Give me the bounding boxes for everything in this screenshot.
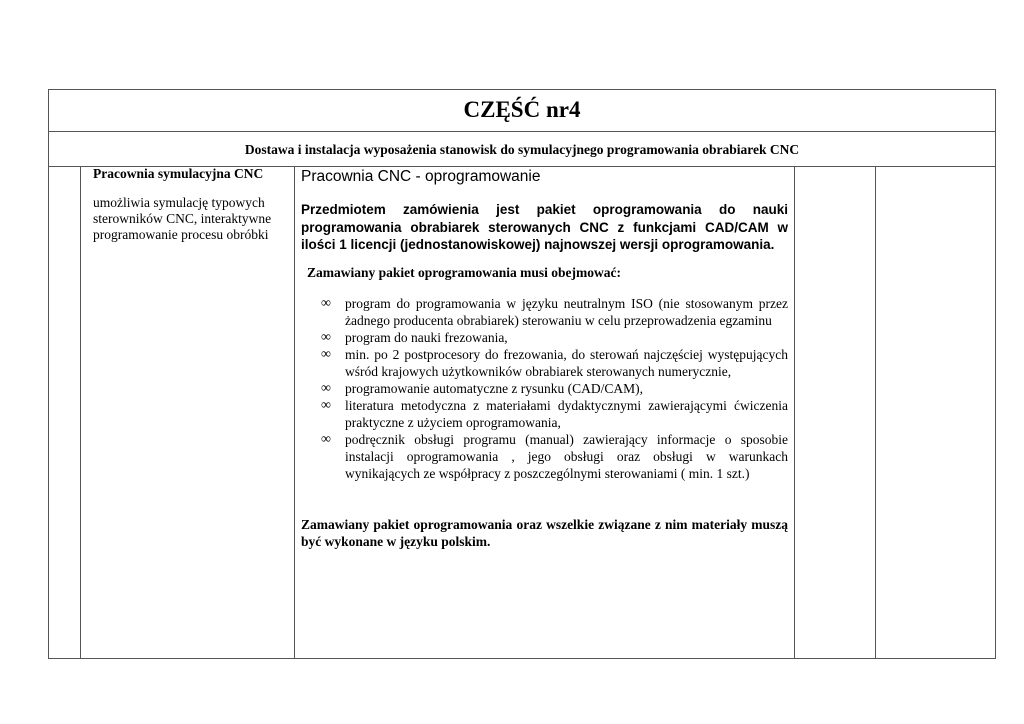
table-divider-header xyxy=(48,131,996,132)
column-divider-3 xyxy=(794,166,795,659)
section-title: Pracownia CNC - oprogramowanie xyxy=(301,168,541,185)
infinity-bullet-icon: ∞ xyxy=(321,397,331,413)
requirements-list xyxy=(301,295,788,482)
column-divider-2 xyxy=(294,166,295,659)
list-item: ∞ program do nauki frezowania, xyxy=(321,329,508,345)
list-item: ∞ program do programowania w języku neutralnym ISO (nie stosowanym przez żadnego producenta obrabiarek) sterowaniu w celu przeprowadzenia egzaminu xyxy=(321,295,788,328)
infinity-bullet-icon: ∞ xyxy=(321,329,331,345)
infinity-bullet-icon: ∞ xyxy=(321,295,331,311)
specification-cell xyxy=(301,167,788,550)
list-item: ∞ programowanie automatyczne z rysunku (CAD/CAM), xyxy=(321,380,644,396)
column-divider-4 xyxy=(875,166,876,659)
language-requirement: Zamawiany pakiet oprogramowania oraz wszelkie związane z nim materiały muszą być wykonane w języku polskim. xyxy=(301,516,788,549)
lab-name: Pracownia symulacyjna CNC xyxy=(93,166,264,181)
lab-cell xyxy=(93,166,291,243)
lab-description: umożliwia symulację typowych sterowników CNC, interaktywne programowanie procesu obróbki xyxy=(93,195,272,242)
infinity-bullet-icon: ∞ xyxy=(321,346,331,362)
list-item: ∞ podręcznik obsługi programu (manual) zawierający informacje o sposobie instalacji oprogramowania , jego obsługi oraz obsługi w warunkach wynikających ze współpracy z poszczególnymi sterowaniami ( min. 1 szt.) xyxy=(321,431,788,481)
column-divider-1 xyxy=(80,166,81,659)
order-intro: Przedmiotem zamówienia jest pakiet oprogramowania do nauki programowania obrabiarek sterowanych CNC z funkcjami CAD/CAM w ilości 1 licencji (jednostanowiskowej) najnowszej wersji oprogramowania. xyxy=(301,202,788,252)
list-item: ∞ min. po 2 postprocesory do frezowania, do sterowań najczęściej występujących wśród krajowych użytkowników obrabiarek sterowanych numerycznie, xyxy=(321,346,788,379)
part-title: CZĘŚĆ nr4 xyxy=(463,97,581,122)
list-item: ∞ literatura metodyczna z materiałami dydaktycznymi zawierającymi ćwiczenia praktyczne z użyciem oprogramowania, xyxy=(321,397,788,430)
infinity-bullet-icon: ∞ xyxy=(321,431,331,447)
part-subtitle: Dostawa i instalacja wyposażenia stanowisk do symulacyjnego programowania obrabiarek CNC xyxy=(244,142,800,157)
infinity-bullet-icon: ∞ xyxy=(321,380,331,396)
requirements-heading: Zamawiany pakiet oprogramowania musi obejmować: xyxy=(307,264,622,280)
